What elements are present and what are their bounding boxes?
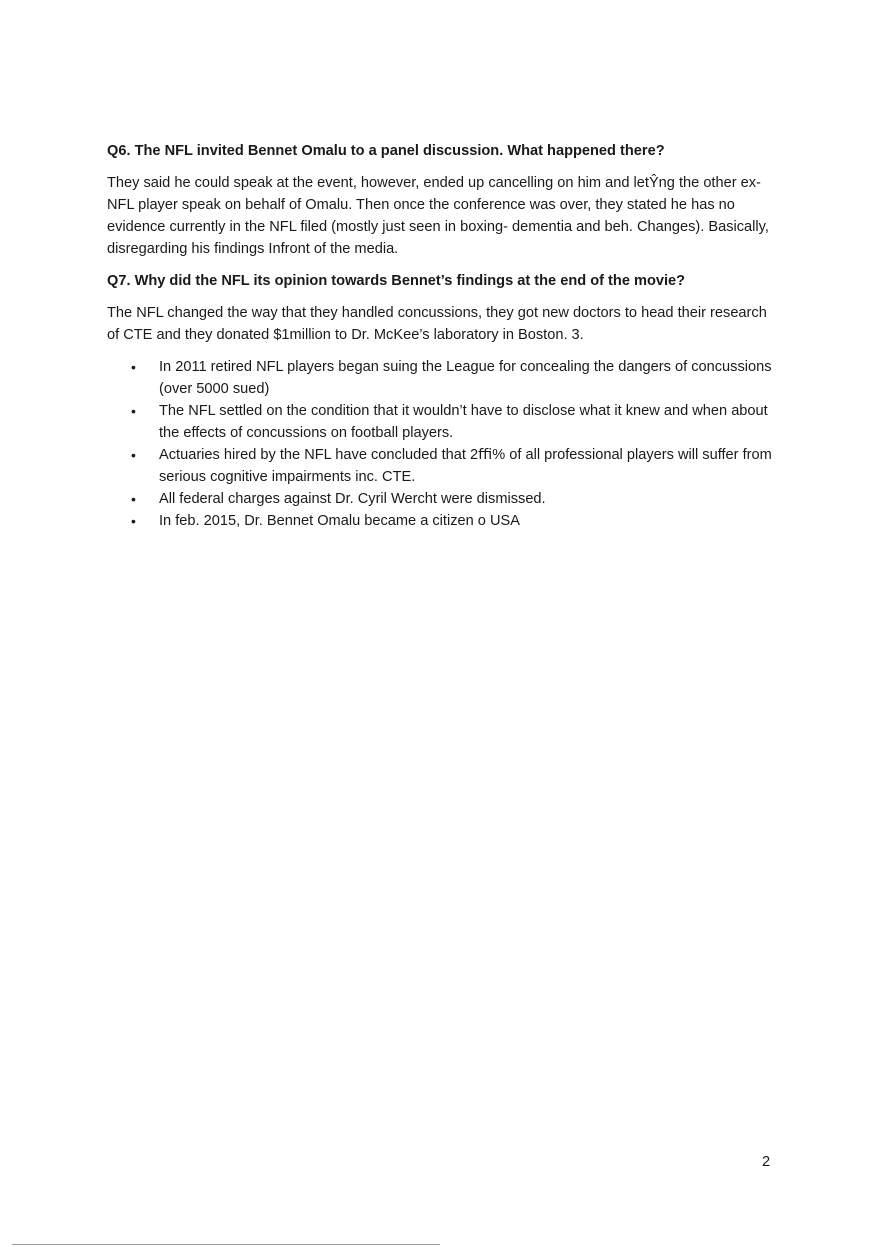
list-item <box>107 356 779 400</box>
list-item-text: Actuaries hired by the NFL have concluded that 2ﬃ% of all professional players will suffer from serious cognitive impairments inc. CTE. <box>159 447 772 485</box>
list-item <box>107 488 779 510</box>
question-q6: Q6. The NFL invited Bennet Omalu to a panel discussion. What happened there? <box>107 143 665 159</box>
bullet-icon: • <box>131 403 136 419</box>
list-item <box>107 400 779 444</box>
question-q7: Q7. Why did the NFL its opinion towards Bennet’s findings at the end of the movie? <box>107 273 686 289</box>
bullet-icon: • <box>131 359 136 375</box>
bullet-icon: • <box>131 513 136 529</box>
list-item <box>107 444 779 488</box>
list-item-text: The NFL settled on the condition that it wouldn’t have to disclose what it knew and when about the effects of concussions on football players. <box>159 403 768 441</box>
list-item-text: In 2011 retired NFL players began suing the League for concealing the dangers of concussions (over 5000 sued) <box>159 359 772 397</box>
list-item-text: All federal charges against Dr. Cyril Wercht were dismissed. <box>159 491 546 507</box>
bullet-icon: • <box>131 447 136 463</box>
list-item-text: In feb. 2015, Dr. Bennet Omalu became a citizen o USA <box>159 513 520 529</box>
bullet-icon: • <box>131 491 136 507</box>
document-body <box>107 140 779 532</box>
page-number: 2 <box>762 1154 771 1170</box>
footer-divider <box>12 1244 440 1245</box>
list-item <box>107 510 779 532</box>
answer-q7: The NFL changed the way that they handled concussions, they got new doctors to head their research of CTE and they donated $1million to Dr. McKee’s laboratory in Boston. 3. <box>107 305 767 343</box>
bullet-list <box>107 356 779 532</box>
answer-q6: They said he could speak at the event, however, ended up cancelling on him and letŶng the other ex-NFL player speak on behalf of Omalu. Then once the conference was over, they stated he has no evidence currently in the NFL filed (mostly just seen in boxing- dementia and beh. Changes). Basically, disregarding his findings Infront of the media. <box>107 175 769 257</box>
